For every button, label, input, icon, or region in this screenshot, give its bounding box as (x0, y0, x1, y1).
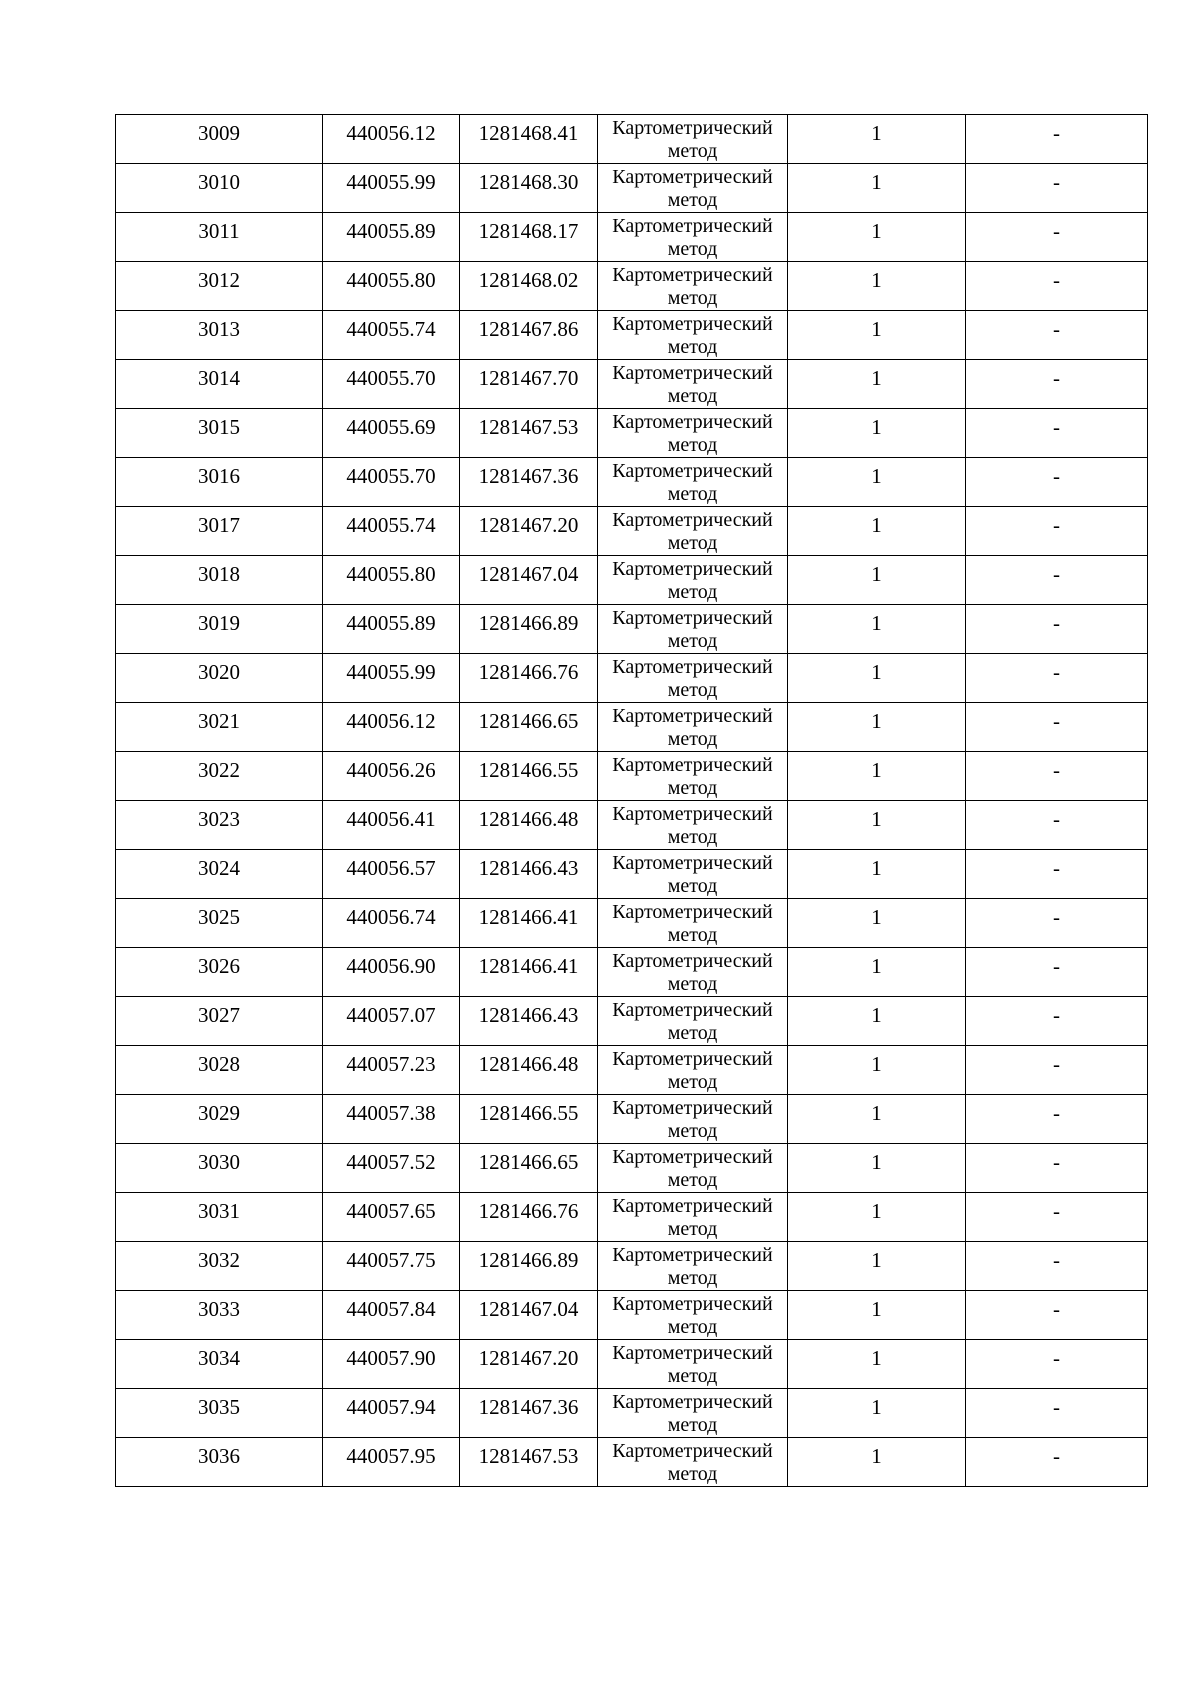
note-cell: - (966, 605, 1148, 654)
accuracy-cell: 1 (788, 1046, 966, 1095)
x-coordinate-cell: 440056.12 (323, 115, 460, 164)
y-coordinate-cell: 1281467.04 (460, 1291, 598, 1340)
accuracy-cell: 1 (788, 801, 966, 850)
method-line-2: метод (667, 826, 718, 848)
method-cell (598, 899, 788, 948)
method-cell (598, 948, 788, 997)
point-number-cell: 3019 (116, 605, 323, 654)
accuracy-cell: 1 (788, 899, 966, 948)
point-number-cell: 3028 (116, 1046, 323, 1095)
accuracy-cell: 1 (788, 1144, 966, 1193)
method-line-2: метод (667, 875, 718, 897)
method-line-1: Картометрический (612, 1293, 773, 1315)
point-number-cell: 3026 (116, 948, 323, 997)
table-row (116, 115, 1148, 164)
method-line-2: метод (667, 1316, 718, 1338)
x-coordinate-cell: 440057.94 (323, 1389, 460, 1438)
table-row (116, 654, 1148, 703)
x-coordinate-cell: 440055.74 (323, 507, 460, 556)
table-row (116, 948, 1148, 997)
note-cell: - (966, 556, 1148, 605)
table-row (116, 1095, 1148, 1144)
method-cell (598, 605, 788, 654)
method-line-1: Картометрический (612, 411, 773, 433)
method-line-1: Картометрический (612, 313, 773, 335)
method-line-1: Картометрический (612, 1244, 773, 1266)
note-cell: - (966, 458, 1148, 507)
method-cell (598, 1144, 788, 1193)
x-coordinate-cell: 440057.65 (323, 1193, 460, 1242)
method-line-2: метод (667, 630, 718, 652)
y-coordinate-cell: 1281466.89 (460, 1242, 598, 1291)
point-number-cell: 3036 (116, 1438, 323, 1487)
coordinates-table (115, 114, 1148, 1487)
method-line-1: Картометрический (612, 901, 773, 923)
table-row (116, 1438, 1148, 1487)
note-cell: - (966, 752, 1148, 801)
note-cell: - (966, 115, 1148, 164)
accuracy-cell: 1 (788, 311, 966, 360)
method-line-1: Картометрический (612, 852, 773, 874)
y-coordinate-cell: 1281466.76 (460, 654, 598, 703)
y-coordinate-cell: 1281466.65 (460, 703, 598, 752)
point-number-cell: 3035 (116, 1389, 323, 1438)
method-line-2: метод (667, 385, 718, 407)
method-line-2: метод (667, 581, 718, 603)
point-number-cell: 3022 (116, 752, 323, 801)
method-cell (598, 850, 788, 899)
y-coordinate-cell: 1281466.48 (460, 1046, 598, 1095)
accuracy-cell: 1 (788, 1193, 966, 1242)
method-cell (598, 703, 788, 752)
method-line-2: метод (667, 1267, 718, 1289)
y-coordinate-cell: 1281466.43 (460, 850, 598, 899)
method-cell (598, 262, 788, 311)
method-line-1: Картометрический (612, 117, 773, 139)
table-row (116, 1144, 1148, 1193)
note-cell: - (966, 1389, 1148, 1438)
method-line-1: Картометрический (612, 166, 773, 188)
x-coordinate-cell: 440055.74 (323, 311, 460, 360)
note-cell: - (966, 311, 1148, 360)
method-line-2: метод (667, 336, 718, 358)
point-number-cell: 3009 (116, 115, 323, 164)
table-row (116, 556, 1148, 605)
y-coordinate-cell: 1281468.41 (460, 115, 598, 164)
method-line-1: Картометрический (612, 1146, 773, 1168)
x-coordinate-cell: 440056.26 (323, 752, 460, 801)
x-coordinate-cell: 440057.75 (323, 1242, 460, 1291)
method-line-2: метод (667, 238, 718, 260)
y-coordinate-cell: 1281467.20 (460, 507, 598, 556)
method-line-2: метод (667, 189, 718, 211)
method-line-2: метод (667, 728, 718, 750)
x-coordinate-cell: 440057.52 (323, 1144, 460, 1193)
x-coordinate-cell: 440057.90 (323, 1340, 460, 1389)
x-coordinate-cell: 440057.84 (323, 1291, 460, 1340)
table-row (116, 801, 1148, 850)
note-cell: - (966, 213, 1148, 262)
note-cell: - (966, 1095, 1148, 1144)
method-line-1: Картометрический (612, 362, 773, 384)
note-cell: - (966, 1144, 1148, 1193)
point-number-cell: 3015 (116, 409, 323, 458)
method-line-1: Картометрический (612, 607, 773, 629)
note-cell: - (966, 409, 1148, 458)
note-cell: - (966, 1340, 1148, 1389)
x-coordinate-cell: 440056.90 (323, 948, 460, 997)
method-line-1: Картометрический (612, 754, 773, 776)
method-cell (598, 1340, 788, 1389)
y-coordinate-cell: 1281467.36 (460, 458, 598, 507)
method-line-2: метод (667, 434, 718, 456)
note-cell: - (966, 899, 1148, 948)
point-number-cell: 3025 (116, 899, 323, 948)
method-line-1: Картометрический (612, 264, 773, 286)
note-cell: - (966, 360, 1148, 409)
x-coordinate-cell: 440055.70 (323, 360, 460, 409)
method-line-1: Картометрический (612, 999, 773, 1021)
point-number-cell: 3014 (116, 360, 323, 409)
x-coordinate-cell: 440057.07 (323, 997, 460, 1046)
method-line-2: метод (667, 679, 718, 701)
method-line-1: Картометрический (612, 558, 773, 580)
note-cell: - (966, 1046, 1148, 1095)
accuracy-cell: 1 (788, 1438, 966, 1487)
accuracy-cell: 1 (788, 164, 966, 213)
accuracy-cell: 1 (788, 948, 966, 997)
method-cell (598, 1389, 788, 1438)
table-row (116, 1046, 1148, 1095)
y-coordinate-cell: 1281468.02 (460, 262, 598, 311)
method-line-2: метод (667, 1022, 718, 1044)
method-line-2: метод (667, 532, 718, 554)
table-row (116, 1389, 1148, 1438)
point-number-cell: 3011 (116, 213, 323, 262)
point-number-cell: 3029 (116, 1095, 323, 1144)
method-cell (598, 360, 788, 409)
table-row (116, 458, 1148, 507)
method-line-1: Картометрический (612, 656, 773, 678)
method-line-1: Картометрический (612, 509, 773, 531)
method-line-1: Картометрический (612, 1195, 773, 1217)
x-coordinate-cell: 440055.99 (323, 654, 460, 703)
point-number-cell: 3031 (116, 1193, 323, 1242)
method-cell (598, 164, 788, 213)
method-line-1: Картометрический (612, 215, 773, 237)
x-coordinate-cell: 440056.74 (323, 899, 460, 948)
y-coordinate-cell: 1281467.53 (460, 1438, 598, 1487)
y-coordinate-cell: 1281466.76 (460, 1193, 598, 1242)
table-row (116, 703, 1148, 752)
y-coordinate-cell: 1281467.20 (460, 1340, 598, 1389)
y-coordinate-cell: 1281467.70 (460, 360, 598, 409)
method-line-1: Картометрический (612, 460, 773, 482)
point-number-cell: 3032 (116, 1242, 323, 1291)
accuracy-cell: 1 (788, 458, 966, 507)
x-coordinate-cell: 440055.69 (323, 409, 460, 458)
coordinates-table-body (116, 115, 1148, 1487)
note-cell: - (966, 1438, 1148, 1487)
point-number-cell: 3020 (116, 654, 323, 703)
method-cell (598, 1242, 788, 1291)
point-number-cell: 3021 (116, 703, 323, 752)
table-row (116, 213, 1148, 262)
point-number-cell: 3013 (116, 311, 323, 360)
y-coordinate-cell: 1281466.41 (460, 899, 598, 948)
method-line-1: Картометрический (612, 1048, 773, 1070)
point-number-cell: 3034 (116, 1340, 323, 1389)
method-line-2: метод (667, 924, 718, 946)
point-number-cell: 3024 (116, 850, 323, 899)
y-coordinate-cell: 1281466.41 (460, 948, 598, 997)
method-line-2: метод (667, 1218, 718, 1240)
method-cell (598, 507, 788, 556)
accuracy-cell: 1 (788, 556, 966, 605)
method-cell (598, 752, 788, 801)
x-coordinate-cell: 440055.89 (323, 605, 460, 654)
y-coordinate-cell: 1281467.36 (460, 1389, 598, 1438)
accuracy-cell: 1 (788, 360, 966, 409)
method-line-2: метод (667, 140, 718, 162)
accuracy-cell: 1 (788, 752, 966, 801)
note-cell: - (966, 262, 1148, 311)
point-number-cell: 3018 (116, 556, 323, 605)
table-row (116, 899, 1148, 948)
table-row (116, 409, 1148, 458)
note-cell: - (966, 997, 1148, 1046)
method-cell (598, 1046, 788, 1095)
table-row (116, 1193, 1148, 1242)
x-coordinate-cell: 440055.70 (323, 458, 460, 507)
table-row (116, 164, 1148, 213)
x-coordinate-cell: 440055.80 (323, 262, 460, 311)
method-cell (598, 213, 788, 262)
method-line-1: Картометрический (612, 803, 773, 825)
accuracy-cell: 1 (788, 850, 966, 899)
y-coordinate-cell: 1281468.17 (460, 213, 598, 262)
x-coordinate-cell: 440057.38 (323, 1095, 460, 1144)
note-cell: - (966, 850, 1148, 899)
y-coordinate-cell: 1281466.55 (460, 752, 598, 801)
accuracy-cell: 1 (788, 213, 966, 262)
method-line-1: Картометрический (612, 1391, 773, 1413)
y-coordinate-cell: 1281466.65 (460, 1144, 598, 1193)
accuracy-cell: 1 (788, 654, 966, 703)
table-row (116, 1291, 1148, 1340)
method-cell (598, 997, 788, 1046)
y-coordinate-cell: 1281467.53 (460, 409, 598, 458)
method-cell (598, 1438, 788, 1487)
note-cell: - (966, 801, 1148, 850)
method-line-2: метод (667, 1071, 718, 1093)
method-line-1: Картометрический (612, 705, 773, 727)
method-line-2: метод (667, 1120, 718, 1142)
table-row (116, 605, 1148, 654)
method-cell (598, 311, 788, 360)
method-cell (598, 458, 788, 507)
y-coordinate-cell: 1281468.30 (460, 164, 598, 213)
x-coordinate-cell: 440055.80 (323, 556, 460, 605)
accuracy-cell: 1 (788, 703, 966, 752)
y-coordinate-cell: 1281466.43 (460, 997, 598, 1046)
accuracy-cell: 1 (788, 997, 966, 1046)
note-cell: - (966, 507, 1148, 556)
y-coordinate-cell: 1281466.48 (460, 801, 598, 850)
method-cell (598, 654, 788, 703)
accuracy-cell: 1 (788, 1340, 966, 1389)
table-row (116, 850, 1148, 899)
point-number-cell: 3010 (116, 164, 323, 213)
method-cell (598, 409, 788, 458)
table-row (116, 997, 1148, 1046)
y-coordinate-cell: 1281467.04 (460, 556, 598, 605)
method-line-2: метод (667, 1365, 718, 1387)
accuracy-cell: 1 (788, 605, 966, 654)
accuracy-cell: 1 (788, 1389, 966, 1438)
table-row (116, 360, 1148, 409)
note-cell: - (966, 703, 1148, 752)
point-number-cell: 3017 (116, 507, 323, 556)
note-cell: - (966, 1193, 1148, 1242)
x-coordinate-cell: 440057.23 (323, 1046, 460, 1095)
y-coordinate-cell: 1281466.89 (460, 605, 598, 654)
table-row (116, 507, 1148, 556)
method-line-1: Картометрический (612, 950, 773, 972)
y-coordinate-cell: 1281467.86 (460, 311, 598, 360)
note-cell: - (966, 654, 1148, 703)
point-number-cell: 3027 (116, 997, 323, 1046)
method-cell (598, 1291, 788, 1340)
method-line-2: метод (667, 1414, 718, 1436)
method-cell (598, 1095, 788, 1144)
method-line-2: метод (667, 777, 718, 799)
accuracy-cell: 1 (788, 409, 966, 458)
accuracy-cell: 1 (788, 507, 966, 556)
method-line-2: метод (667, 1463, 718, 1485)
table-row (116, 311, 1148, 360)
method-line-2: метод (667, 973, 718, 995)
x-coordinate-cell: 440055.89 (323, 213, 460, 262)
point-number-cell: 3016 (116, 458, 323, 507)
method-line-2: метод (667, 1169, 718, 1191)
point-number-cell: 3023 (116, 801, 323, 850)
table-row (116, 262, 1148, 311)
method-line-2: метод (667, 287, 718, 309)
x-coordinate-cell: 440055.99 (323, 164, 460, 213)
table-row (116, 1340, 1148, 1389)
method-cell (598, 1193, 788, 1242)
accuracy-cell: 1 (788, 1095, 966, 1144)
note-cell: - (966, 1291, 1148, 1340)
x-coordinate-cell: 440056.57 (323, 850, 460, 899)
table-row (116, 752, 1148, 801)
note-cell: - (966, 948, 1148, 997)
y-coordinate-cell: 1281466.55 (460, 1095, 598, 1144)
accuracy-cell: 1 (788, 262, 966, 311)
method-line-1: Картометрический (612, 1342, 773, 1364)
x-coordinate-cell: 440057.95 (323, 1438, 460, 1487)
point-number-cell: 3033 (116, 1291, 323, 1340)
method-line-2: метод (667, 483, 718, 505)
method-line-1: Картометрический (612, 1440, 773, 1462)
accuracy-cell: 1 (788, 1242, 966, 1291)
method-cell (598, 115, 788, 164)
method-cell (598, 801, 788, 850)
accuracy-cell: 1 (788, 1291, 966, 1340)
note-cell: - (966, 1242, 1148, 1291)
table-row (116, 1242, 1148, 1291)
method-cell (598, 556, 788, 605)
point-number-cell: 3030 (116, 1144, 323, 1193)
x-coordinate-cell: 440056.12 (323, 703, 460, 752)
accuracy-cell: 1 (788, 115, 966, 164)
point-number-cell: 3012 (116, 262, 323, 311)
x-coordinate-cell: 440056.41 (323, 801, 460, 850)
method-line-1: Картометрический (612, 1097, 773, 1119)
note-cell: - (966, 164, 1148, 213)
